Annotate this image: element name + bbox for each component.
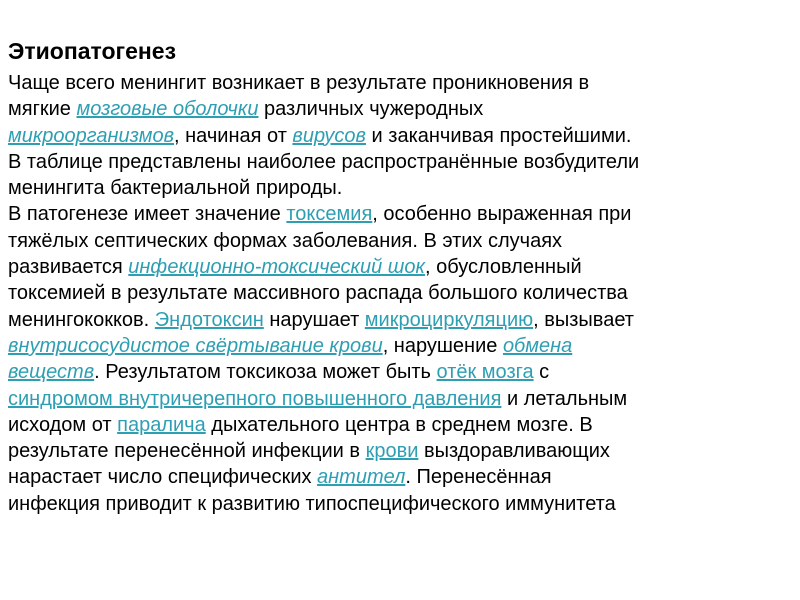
text-line xyxy=(8,123,798,149)
text-line xyxy=(8,254,798,280)
text-line xyxy=(8,280,798,306)
text-segment: . Перенесённая xyxy=(405,466,552,489)
text-segment: , нарушение xyxy=(382,334,503,357)
text-segment: и летальным xyxy=(501,387,628,410)
term-link[interactable]: синдромом внутричерепного повышенного давления xyxy=(8,387,502,410)
text-segment: дыхательного центра в среднем мозге. В xyxy=(205,413,593,436)
text-line xyxy=(8,386,798,412)
text-segment: развивается xyxy=(8,256,129,279)
page-title: Этиопатогенез xyxy=(8,38,176,64)
text-line xyxy=(8,201,798,227)
text-line xyxy=(8,464,798,490)
text-line xyxy=(8,175,798,201)
text-line xyxy=(8,307,798,333)
text-segment: нарастает число специфических xyxy=(8,466,318,489)
term-link[interactable]: веществ xyxy=(8,361,95,384)
text-segment: Чаще всего менингит возникает в результате проникновения в xyxy=(8,72,590,94)
text-segment: менингококков. xyxy=(8,308,155,331)
text-segment: и заканчивая простейшими. xyxy=(366,124,632,147)
text-segment: . Результатом токсикоза может быть xyxy=(94,361,437,384)
term-link[interactable]: антител xyxy=(317,466,406,489)
term-link[interactable]: вирусов xyxy=(292,124,366,147)
text-segment: , вызывает xyxy=(533,308,634,331)
term-link[interactable]: инфекционно-токсический шок xyxy=(128,256,425,279)
term-link[interactable]: обмена xyxy=(502,334,573,357)
text-segment: инфекция приводит к развитию типоспецифического иммунитета xyxy=(8,492,616,515)
text-segment: , обусловленный xyxy=(424,256,582,279)
term-link[interactable]: внутрисосудистое свёртывание крови xyxy=(8,334,383,357)
text-segment: , особенно выраженная при xyxy=(372,203,632,226)
term-link[interactable]: крови xyxy=(365,440,419,463)
text-segment: токсемией в результате массивного распада большого количества xyxy=(8,282,628,305)
text-segment: В таблице представлены наиболее распространённые возбудители xyxy=(8,150,640,173)
text-segment: нарушает xyxy=(263,308,365,331)
text-segment: результате перенесённой инфекции в xyxy=(8,440,366,463)
text-line xyxy=(8,438,798,464)
text-line xyxy=(8,491,798,517)
text-line xyxy=(8,149,798,175)
text-segment: тяжёлых септических формах заболевания. В этих случаях xyxy=(8,229,563,252)
body-paragraph xyxy=(8,70,798,517)
term-link[interactable]: Эндотоксин xyxy=(154,308,264,331)
term-link[interactable]: мозговые оболочки xyxy=(76,98,259,121)
text-segment: менингита бактериальной природы. xyxy=(8,177,343,200)
text-line xyxy=(8,412,798,438)
term-link[interactable]: отёк мозга xyxy=(436,361,534,384)
term-link[interactable]: паралича xyxy=(117,413,206,436)
text-segment: с xyxy=(533,361,550,384)
text-segment: , начиная от xyxy=(174,124,293,147)
term-link[interactable]: микроциркуляцию xyxy=(364,308,534,331)
text-segment: различных чужеродных xyxy=(258,98,484,121)
text-line xyxy=(8,96,798,122)
text-line xyxy=(8,359,798,385)
term-link[interactable]: токсемия xyxy=(286,203,373,226)
text-segment: мягкие xyxy=(8,98,77,121)
term-link[interactable]: микроорганизмов xyxy=(8,124,175,147)
text-line xyxy=(8,70,798,96)
text-segment: исходом от xyxy=(8,413,118,436)
text-segment: выздоравливающих xyxy=(418,440,610,463)
text-line xyxy=(8,228,798,254)
text-line xyxy=(8,333,798,359)
text-segment: В патогенезе имеет значение xyxy=(8,203,287,226)
